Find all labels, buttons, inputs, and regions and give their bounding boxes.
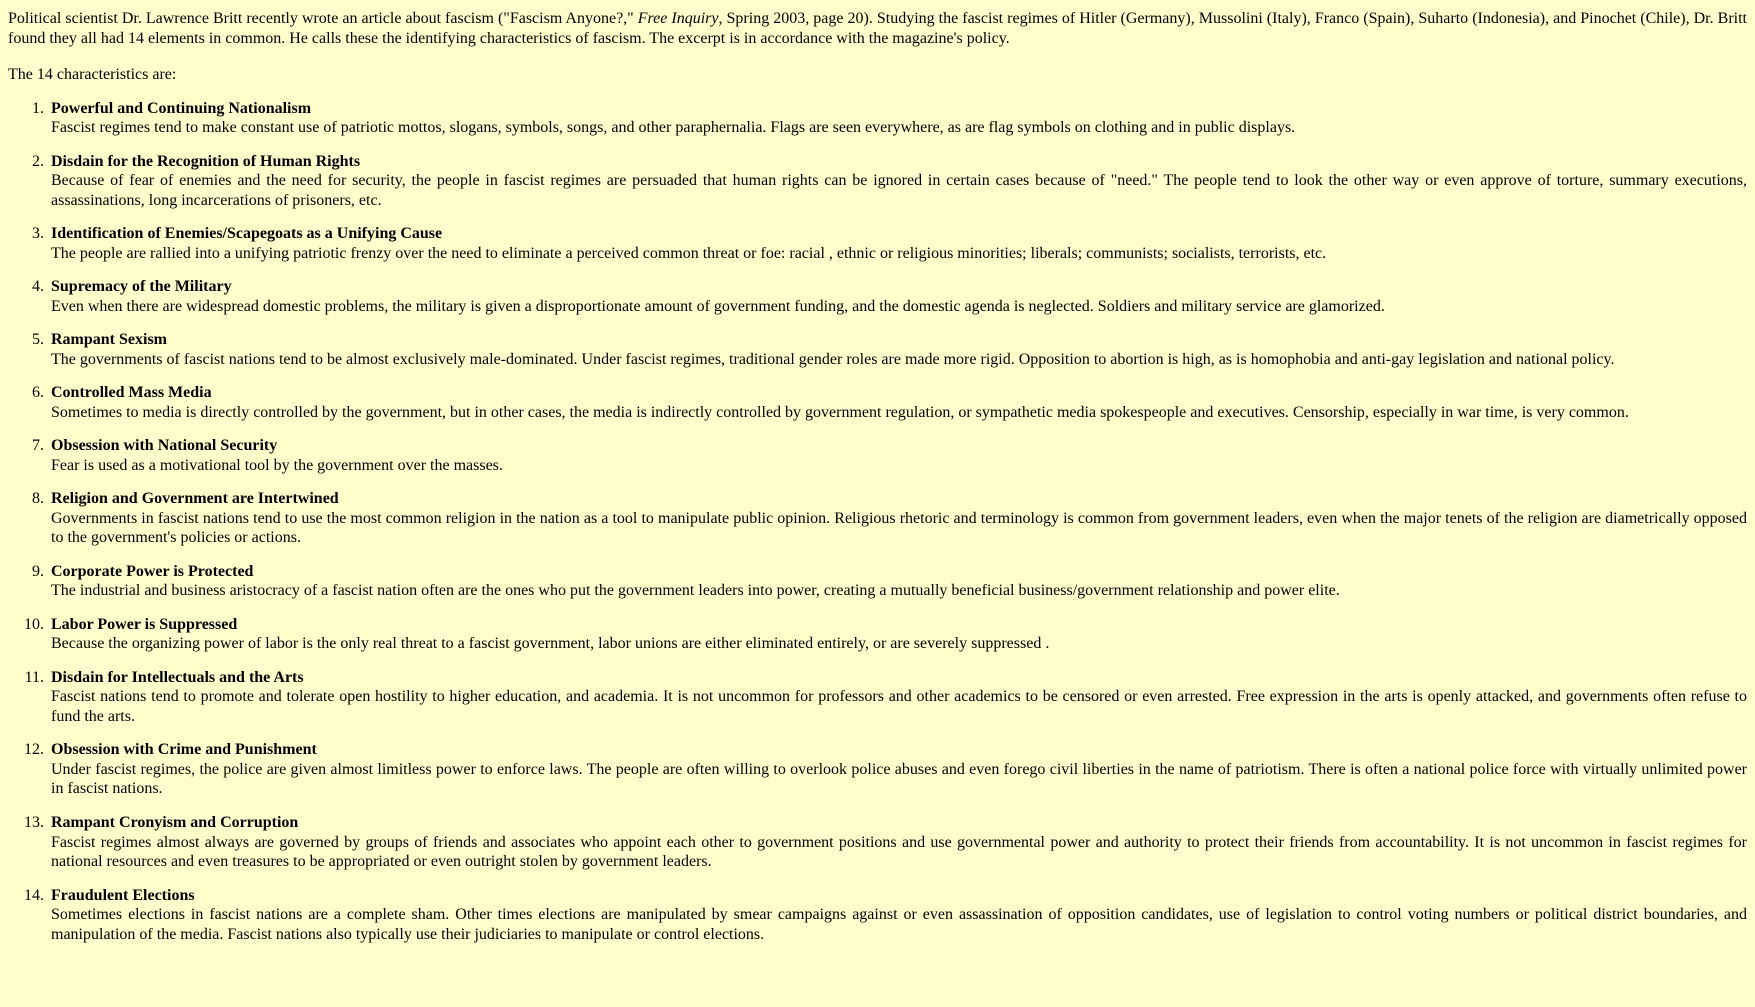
intro-text-part2: , Spring 2003, page 20). Studying the fascist regimes of Hitler (Germany), Mussolini (Italy), Franco (Spain), Suharto (Indonesia), and Pinochet (Chile), Dr. Britt found they all had 14 elements in common. He calls these the identifying characteristics of fascism. The excerpt is in accordance with the magazine's policy. — [8, 10, 1747, 47]
item-title: Powerful and Continuing Nationalism — [51, 99, 312, 117]
intro-paragraph — [8, 9, 1747, 48]
item-number: 5. — [32, 331, 44, 349]
item-description: Fascist regimes tend to make constant use of patriotic mottos, slogans, symbols, songs, and other paraphernalia. Flags are seen everywhere, as are flag symbols on clothing and in public displays. — [51, 119, 1296, 137]
item-description: The industrial and business aristocracy of a fascist nation often are the ones who put the government leaders into power, creating a mutually beneficial business/government relationship and power elite. — [51, 582, 1340, 600]
intro-journal-name: Free Inquiry — [637, 10, 719, 27]
list-item-8 — [17, 489, 1747, 548]
list-item-5 — [17, 330, 1747, 369]
item-number: 11. — [24, 668, 44, 686]
item-number: 14. — [24, 886, 44, 904]
item-description: Because of fear of enemies and the need for security, the people in fascist regimes are persuaded that human rights can be ignored in certain cases because of "need." The people tend to look the other way or even approve of torture, summary executions, assassinations, long incarcerations of prisoners, etc. — [51, 172, 1747, 209]
item-title: Obsession with National Security — [51, 437, 278, 455]
item-title: Rampant Sexism — [51, 331, 168, 349]
item-description: The governments of fascist nations tend to be almost exclusively male-dominated. Under fascist regimes, traditional gender roles are made more rigid. Opposition to abortion is high, as is homophobia and anti-gay legislation and national policy. — [51, 350, 1615, 368]
item-title: Fraudulent Elections — [51, 886, 195, 904]
item-number: 12. — [24, 741, 44, 759]
list-item-10 — [17, 615, 1747, 654]
item-description: Even when there are widespread domestic problems, the military is given a disproportionate amount of government funding, and the domestic agenda is neglected. Soldiers and military service are glamorized. — [51, 297, 1385, 315]
item-description: Governments in fascist nations tend to use the most common religion in the nation as a tool to manipulate public opinion. Religious rhetoric and terminology is common from government leaders, even when the major tenets of the religion are diametrically opposed to the government's policies or actions. — [51, 509, 1747, 547]
item-title: Disdain for Intellectuals and the Arts — [51, 668, 304, 686]
item-number: 6. — [32, 384, 44, 402]
item-number: 3. — [32, 225, 44, 243]
item-title: Labor Power is Suppressed — [51, 615, 238, 633]
item-title: Supremacy of the Military — [51, 278, 232, 296]
item-description: Fascist regimes almost always are governed by groups of friends and associates who appoint each other to government positions and use governmental power and authority to protect their friends from accountability. It is not uncommon in fascist regimes for national resources and even treasures to be appropriated or even outright stolen by government leaders. — [51, 833, 1747, 871]
item-title: Controlled Mass Media — [51, 384, 212, 402]
item-title: Identification of Enemies/Scapegoats as a Unifying Cause — [51, 225, 443, 243]
item-number: 10. — [24, 615, 44, 633]
item-number: 4. — [32, 278, 44, 296]
item-description: Under fascist regimes, the police are given almost limitless power to enforce laws. The people are often willing to overlook police abuses and even forego civil liberties in the name of patriotism. There is often a national police force with virtually unlimited power in fascist nations. — [51, 760, 1747, 798]
list-item-14 — [17, 886, 1747, 945]
item-number: 13. — [24, 813, 44, 831]
list-item-11 — [17, 668, 1747, 727]
item-description: Fear is used as a motivational tool by the government over the masses. — [51, 456, 503, 474]
item-number: 1. — [32, 99, 44, 117]
item-title: Rampant Cronyism and Corruption — [51, 813, 299, 831]
item-number: 2. — [32, 152, 44, 170]
characteristics-list — [8, 99, 1747, 945]
item-description: The people are rallied into a unifying patriotic frenzy over the need to eliminate a perceived common threat or foe: racial , ethnic or religious minorities; liberals; communists; socialists, terrorists, etc. — [51, 244, 1327, 262]
list-item-4 — [17, 277, 1747, 316]
item-title: Corporate Power is Protected — [51, 562, 254, 580]
item-description: Sometimes elections in fascist nations are a complete sham. Other times elections are manipulated by smear campaigns against or even assassination of opposition candidates, use of legislation to control voting numbers or political district boundaries, and manipulation of the media. Fascist nations also typically use their judiciaries to manipulate or control elections. — [51, 906, 1747, 943]
list-item-1 — [17, 99, 1747, 138]
item-number: 8. — [32, 490, 44, 508]
list-item-2 — [17, 152, 1747, 211]
list-item-13 — [17, 813, 1747, 872]
list-item-3 — [17, 224, 1747, 263]
list-intro: The 14 characteristics are: — [8, 66, 177, 84]
list-item-7 — [17, 436, 1747, 475]
item-title: Religion and Government are Intertwined — [51, 490, 339, 508]
intro-text-part1: Political scientist Dr. Lawrence Britt recently wrote an article about fascism ("Fascism Anyone?," — [8, 10, 638, 27]
item-description: Because the organizing power of labor is the only real threat to a fascist government, labor unions are either eliminated entirely, or are severely suppressed . — [51, 635, 1050, 653]
item-description: Sometimes to media is directly controlled by the government, but in other cases, the media is indirectly controlled by government regulation, or sympathetic media spokespeople and executives. Censorship, especially in war time, is very common. — [51, 403, 1629, 421]
item-number: 7. — [32, 437, 44, 455]
item-title: Obsession with Crime and Punishment — [51, 741, 317, 759]
item-number: 9. — [32, 562, 44, 580]
list-item-6 — [17, 383, 1747, 422]
list-item-12 — [17, 740, 1747, 799]
list-item-9 — [17, 562, 1747, 601]
item-description: Fascist nations tend to promote and tolerate open hostility to higher education, and academia. It is not uncommon for professors and other academics to be censored or even arrested. Free expression in the arts is openly attacked, and governments often refuse to fund the arts. — [51, 688, 1747, 725]
item-title: Disdain for the Recognition of Human Rights — [51, 152, 361, 170]
